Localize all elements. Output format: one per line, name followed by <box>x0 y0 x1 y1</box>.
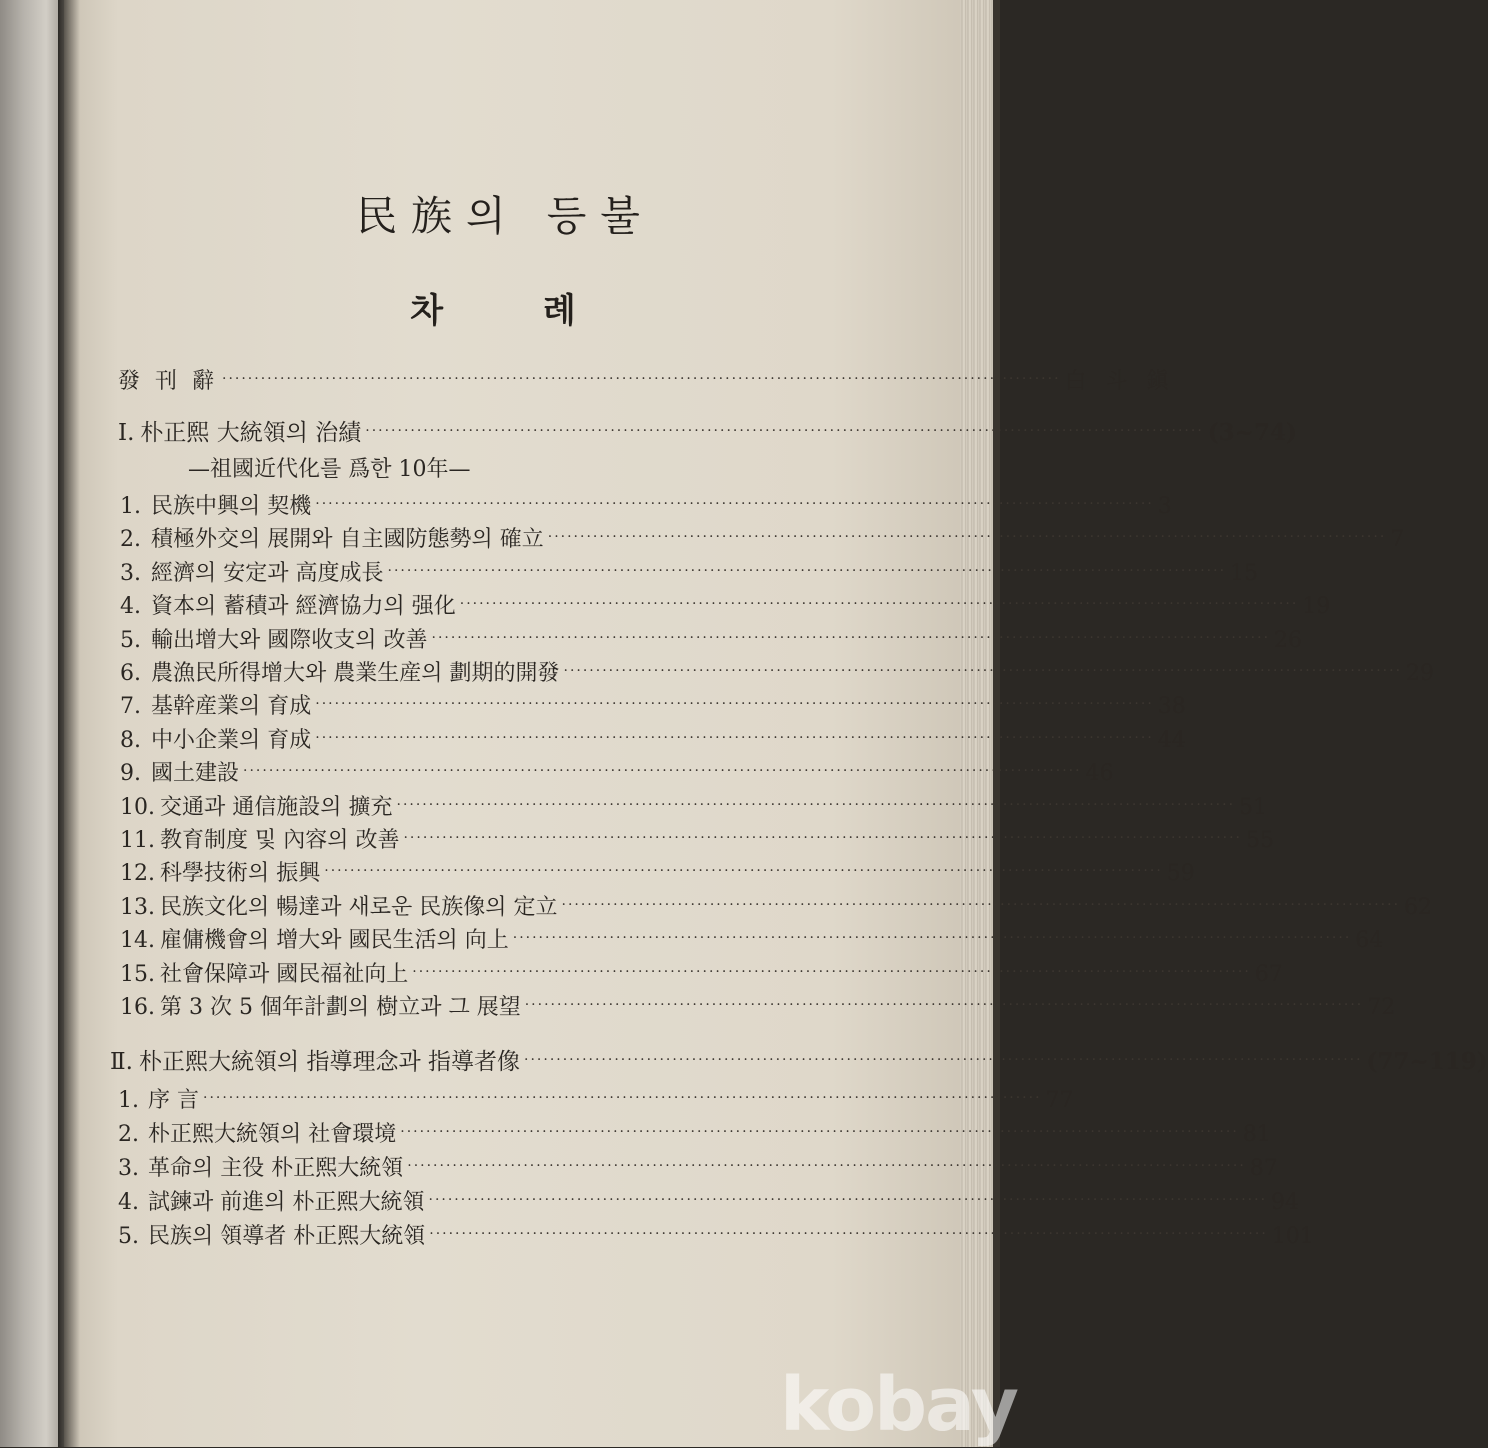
dot-leader: ·································································································································· <box>243 763 1082 780</box>
toc-item-title: 經濟의 安定과 高度成長 <box>151 560 384 586</box>
toc-item-title: 朴正熙大統領의 社會環境 <box>148 1122 397 1147</box>
dot-leader: ·································································································································· <box>561 896 1401 913</box>
toc-item-title: 民族中興의 契機 <box>151 494 312 519</box>
part-1-pages: (3~74) <box>1207 419 1297 446</box>
dot-leader: ·································································································································· <box>365 423 1204 439</box>
toc-row <box>120 692 1186 724</box>
part-2-pages: (77~119) <box>1366 1048 1488 1075</box>
toc-item-page: 51 <box>1239 794 1268 820</box>
toc-row <box>120 793 1268 825</box>
toc-item-page: 38 <box>1157 694 1186 720</box>
toc-item-number: 12. <box>120 861 155 887</box>
dot-leader: ·································································································································· <box>412 963 1251 980</box>
toc-item-number: 9. <box>120 761 141 787</box>
part-1-number: I. <box>118 420 135 446</box>
toc-item-number: 2. <box>118 1122 139 1147</box>
toc-item-number: 11. <box>120 828 155 853</box>
toc-item-title: 中小企業의 育成 <box>151 727 312 753</box>
toc-item-page: 62 <box>1404 894 1433 920</box>
toc-item-title: 農漁民所得增大와 農業生産의 劃期的開發 <box>151 661 560 686</box>
toc-item-title: 民族의 領導者 朴正熙大統領 <box>148 1224 426 1249</box>
dot-leader: ·································································································································· <box>403 830 1243 846</box>
toc-item-number: 8. <box>120 727 141 753</box>
toc-row-part-2 <box>110 1047 1488 1080</box>
dot-leader: ·································································································································· <box>524 1052 1363 1068</box>
toc-item-title: 科學技術의 振興 <box>160 861 321 887</box>
watermark-logo: kobay <box>780 1362 1017 1448</box>
toc-item-number: 3. <box>118 1156 139 1181</box>
toc-item-page: 19 <box>1302 594 1331 620</box>
toc-item-title: 民族文化의 暢達과 새로운 民族像의 定立 <box>160 894 558 920</box>
toc-row-part-1 <box>118 418 1297 451</box>
dot-leader: ·································································································································· <box>396 796 1236 813</box>
toc-row <box>120 893 1433 925</box>
toc-item-page: 29 <box>1406 661 1435 686</box>
toc-item-title: 基幹産業의 育成 <box>151 694 312 720</box>
dot-leader: ·································································································································· <box>512 930 1352 947</box>
toc-item-title: 輸出增大와 國際收支의 改善 <box>151 627 428 653</box>
dot-leader: ·································································································································· <box>400 1124 1239 1140</box>
part-2-number: Ⅱ. <box>110 1049 133 1075</box>
toc-row <box>120 826 1275 858</box>
toc-row <box>120 859 1195 891</box>
dot-leader: ·································································································································· <box>524 997 1364 1013</box>
dot-leader: ·································································································································· <box>315 496 1154 512</box>
dot-leader: ·································································································································· <box>459 596 1299 613</box>
part-1-motto: —祖國近代化를 爲한 10年— <box>188 457 471 482</box>
toc-item-number: 3. <box>120 560 141 586</box>
toc-item-page: 87 <box>1249 1156 1278 1181</box>
toc-row <box>120 492 1172 524</box>
toc-item-page: 59 <box>1166 861 1195 887</box>
toc-item-number: 5. <box>118 1224 139 1249</box>
toc-item-title: 國土建設 <box>151 761 240 787</box>
dot-leader: ·································································································································· <box>428 1192 1268 1208</box>
toc-item-number: 14. <box>120 928 155 954</box>
toc-row <box>120 626 1303 658</box>
toc-item-page: 101 <box>1271 1224 1314 1249</box>
toc-item-number: 1. <box>118 1088 139 1113</box>
toc-item-title: 積極外交의 展開와 自主國防態勢의 確立 <box>151 527 544 553</box>
toc-item-number: 13. <box>120 894 155 920</box>
toc-item-number: 4. <box>118 1190 139 1215</box>
dot-leader: ·································································································································· <box>429 1226 1268 1242</box>
dot-leader: ·································································································································· <box>563 663 1403 679</box>
toc-item-page: 15 <box>1230 560 1259 586</box>
dot-leader: ·································································································································· <box>222 371 1061 387</box>
toc-row <box>120 525 1405 557</box>
preface-label: 發 刊 辭 <box>118 369 218 394</box>
toc-item-page: 44 <box>1157 727 1186 753</box>
toc-item-number: 15. <box>120 961 155 987</box>
toc-row <box>118 1188 1300 1220</box>
toc-row <box>120 993 1396 1025</box>
toc-item-title: 社會保障과 國民福祉向上 <box>160 961 409 987</box>
toc-item-page: 77 <box>1045 1088 1074 1113</box>
toc-item-number: 4. <box>120 594 141 620</box>
toc-item-number: 1. <box>120 494 141 519</box>
toc-item-title: 試鍊과 前進의 朴正熙大統領 <box>148 1190 425 1215</box>
toc-row <box>118 1086 1074 1118</box>
toc-row <box>120 559 1259 591</box>
toc-item-page: 26 <box>1274 627 1303 653</box>
toc-item-number: 16. <box>120 995 155 1020</box>
toc-item-title: 序 言 <box>148 1088 199 1113</box>
dot-leader: ·································································································································· <box>315 696 1154 713</box>
book-title: 民族의 등불 <box>356 192 654 240</box>
toc-item-title: 交通과 通信施設의 擴充 <box>160 794 393 820</box>
preface-author: 白 斗 鎭 <box>1064 369 1175 394</box>
toc-row-preface <box>118 367 1175 399</box>
toc-row <box>120 592 1331 624</box>
dot-leader: ·································································································································· <box>203 1090 1042 1106</box>
toc-row <box>120 759 1114 791</box>
toc-item-page: 81 <box>1242 1122 1271 1147</box>
toc-item-page: 67 <box>1254 961 1283 987</box>
toc-item-number: 5. <box>120 627 141 653</box>
dot-leader: ·································································································································· <box>407 1158 1246 1174</box>
toc-row <box>120 726 1186 758</box>
toc-row <box>118 1222 1314 1254</box>
toc-row <box>118 1154 1278 1186</box>
toc-item-page: 72 <box>1367 995 1396 1020</box>
toc-item-page: 94 <box>1271 1190 1300 1215</box>
toc-item-title: 教育制度 및 內容의 改善 <box>160 828 400 853</box>
toc-item-page: 55 <box>1246 828 1275 853</box>
toc-item-number: 7. <box>120 694 141 720</box>
toc-row <box>120 960 1283 992</box>
dot-leader: ·································································································································· <box>431 629 1271 646</box>
toc-item-number: 2. <box>120 527 141 553</box>
toc-item-number: 10. <box>120 794 155 820</box>
toc-item-title: 資本의 蓄積과 經濟協力의 强化 <box>151 594 456 620</box>
toc-item-page: 46 <box>1085 761 1114 787</box>
toc-item-page: 3 <box>1157 494 1172 519</box>
toc-item-page: 7 <box>1390 527 1405 553</box>
part-1-label: 朴正熙 大統領의 治績 <box>140 420 362 446</box>
toc-row <box>120 926 1384 958</box>
toc-heading: 차 례 <box>410 291 620 331</box>
toc-item-title: 第 3 次 5 個年計劃의 樹立과 그 展望 <box>160 995 521 1020</box>
toc-row <box>118 1120 1271 1152</box>
toc-item-page: 64 <box>1355 928 1384 954</box>
toc-item-title: 革命의 主役 朴正熙大統領 <box>148 1156 404 1181</box>
toc-row <box>120 659 1435 691</box>
toc-item-title: 雇傭機會의 增大와 國民生活의 向上 <box>160 928 509 954</box>
part-2-label: 朴正熙大統領의 指導理念과 指導者像 <box>138 1049 521 1075</box>
dot-leader: ·································································································································· <box>387 562 1227 579</box>
dot-leader: ·································································································································· <box>315 729 1154 746</box>
dot-leader: ·································································································································· <box>324 863 1163 880</box>
dot-leader: ·································································································································· <box>547 529 1387 546</box>
toc-item-number: 6. <box>120 661 141 686</box>
